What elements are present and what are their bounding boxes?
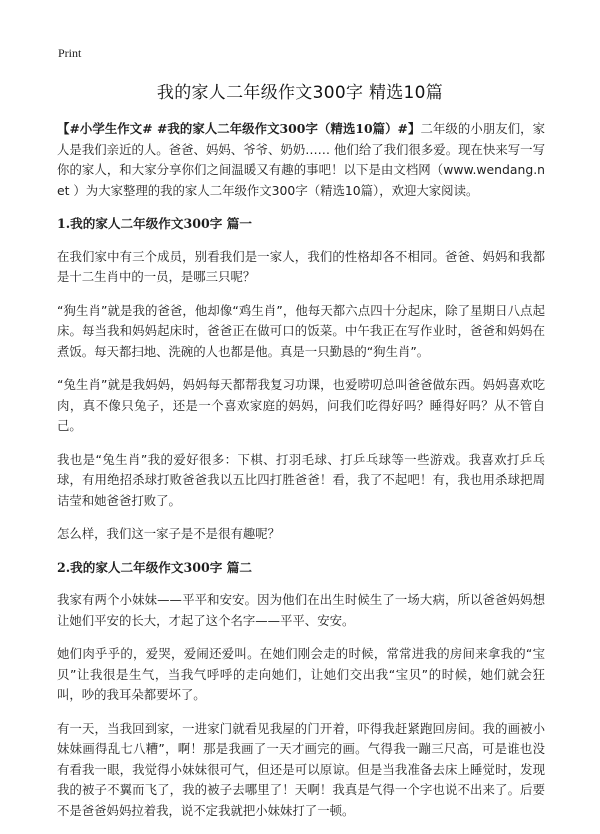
paragraph: 我也是“兔生肖”我的爱好很多：下棋、打羽毛球、打乒乓球等一些游戏。我喜欢打乒乓球，有用绝招杀球打败爸爸我以五比四打胜爸爸！看，我了不起吧！有，我也用杀球把周诘莹和她爸爸打败了。	[57, 451, 545, 508]
intro-lead: 【#小学生作文# #我的家人二年级作文300字（精选10篇）#】	[57, 121, 421, 136]
paragraph: 有一天，当我回到家，一进家门就看见我屋的门开着，吓得我赶紧跑回房间。我的画被小妹妹画得乱七八糟”，啊！那是我画了一天才画完的画。气得我一蹦三尺高，可是谁也没有看我一眼，我觉得小妹妹很可气，但还是可以原谅。但是当我准备去床上睡觉时，发现我的被子不翼而飞了，我的被子去哪里了！天啊！我真是气得一个字也说不出来了。后要不是爸爸妈妈拉着我，说不定我就把小妹妹打了一顿。	[57, 720, 545, 818]
section-heading-1: 1.我的家人二年级作文300字 篇一	[57, 216, 252, 231]
intro-text: 二年级的小朋友们，家人是我们亲近的人。爸爸、妈妈、爷爷、奶奶…… 他们给了我们很多爱。现在快来写一写你的家人，和大家分享你们之间温暖又有趣的事吧！以下是由文档网（www.wendang.net ）为大家整理的我的家人二年级作文300字（精选10篇），欢迎大家阅读。	[57, 121, 546, 198]
paragraph: 在我们家中有三个成员，别看我们是一家人，我们的性格却各不相同。爸爸、妈妈和我都是十二生肖中的一员，是哪三只呢？	[57, 248, 545, 284]
paragraph: 怎么样，我们这一家子是不是很有趣呢？	[57, 526, 281, 541]
intro-paragraph	[57, 119, 545, 201]
paragraph: “狗生肖”就是我的爸爸，他却像“鸡生肖”，他每天都六点四十分起床，除了星期日八点起床。每当我和妈妈起床时，爸爸正在做可口的饭菜。中午我正在写作业时，爸爸和妈妈在煮饭。每天都扫地、洗碗的人也都是他。真是一只勤恳的“狗生肖”。	[57, 302, 545, 359]
paragraph: “兔生肖”就是我妈妈，妈妈每天都帮我复习功课，也爱唠叨总叫爸爸做东西。妈妈喜欢吃肉，真不像只兔子，还是一个喜欢家庭的妈妈，问我们吃得好吗？睡得好吗？从不管自己。	[57, 377, 545, 433]
section-heading-2: 2.我的家人二年级作文300字 篇二	[57, 559, 252, 575]
paragraph: 她们肉乎乎的，爱哭，爱闹还爱叫。在她们刚会走的时候，常常进我的房间来拿我的“宝贝”让我很是生气，当我气呼呼的走向她们，让她们交出我“宝贝”的时候，她们就会狂叫，吵的我耳朵都要坏了。	[57, 646, 545, 702]
page-title: 我的家人二年级作文300字 精选10篇	[156, 83, 444, 103]
print-link[interactable]: Print	[58, 46, 82, 60]
article-body	[57, 119, 545, 834]
paragraph: 我家有两个小妹妹——平平和安安。因为他们在出生时候生了一场大病，所以爸爸妈妈想让她们平安的长大，才起了这个名字——平平、安安。	[57, 592, 545, 628]
